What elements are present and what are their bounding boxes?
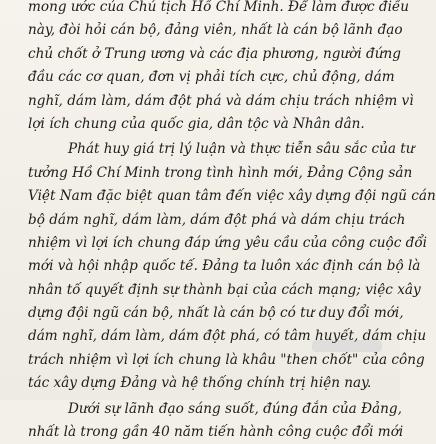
text-line: nhân tố quyết định sự thành bại của cách mạng; việc xây <box>28 281 421 298</box>
text-line: mong ước của Chủ tịch Hồ Chí Minh. Để làm được điều <box>28 0 410 15</box>
text-line: nghĩ, dám làm, dám đột phá và dám chịu trách nhiệm vì <box>28 92 414 109</box>
faint-stamp-mark <box>312 340 382 352</box>
text-line: Việt Nam đặc biệt quan tâm đến việc xây dựng đội ngũ cán <box>28 188 436 205</box>
text-line: tác xây dựng Đảng và hệ thống chính trị hiện nay. <box>28 375 372 392</box>
text-line: này, đòi hỏi cán bộ, đảng viên, nhất là cán bộ lãnh đạo <box>28 22 403 39</box>
text-line: Dưới sự lãnh đạo sáng suốt, đúng đắn của Đảng, <box>68 400 402 417</box>
text-line: tưởng Hồ Chí Minh trong tình hình mới, Đảng Cộng sản <box>28 164 413 181</box>
text-line: chủ chốt ở Trung ương và các địa phương, người đứng <box>28 45 401 62</box>
text-line: trách nhiệm vì lợi ích chung là khâu "then chốt" của công <box>28 351 425 368</box>
text-line: dựng đội ngũ cán bộ, nhất là cán bộ có tư duy đổi mới, <box>28 305 404 322</box>
text-line: bộ dám nghĩ, dám làm, dám đột phá và dám chịu trách <box>28 211 406 228</box>
text-line: nhiệm vì lợi ích chung đáp ứng yêu cầu của công cuộc đổi <box>28 234 428 251</box>
text-line: Phát huy giá trị lý luận và thực tiễn sâu sắc của tư <box>68 141 415 158</box>
text-line: đầu các cơ quan, đơn vị phải tích cực, chủ động, dám <box>28 69 395 86</box>
text-line: nhất là trong gần 40 năm tiến hành công cuộc đổi mới <box>28 424 404 441</box>
text-line: dám nghĩ, dám làm, dám đột phá, có tâm huyết, dám chịu <box>28 328 427 345</box>
text-line: mới và hội nhập quốc tế. Đảng ta luôn xác định cán bộ là <box>28 258 421 275</box>
body-text <box>28 0 436 444</box>
text-line: lợi ích chung của quốc gia, dân tộc và Nhân dân. <box>28 115 365 132</box>
